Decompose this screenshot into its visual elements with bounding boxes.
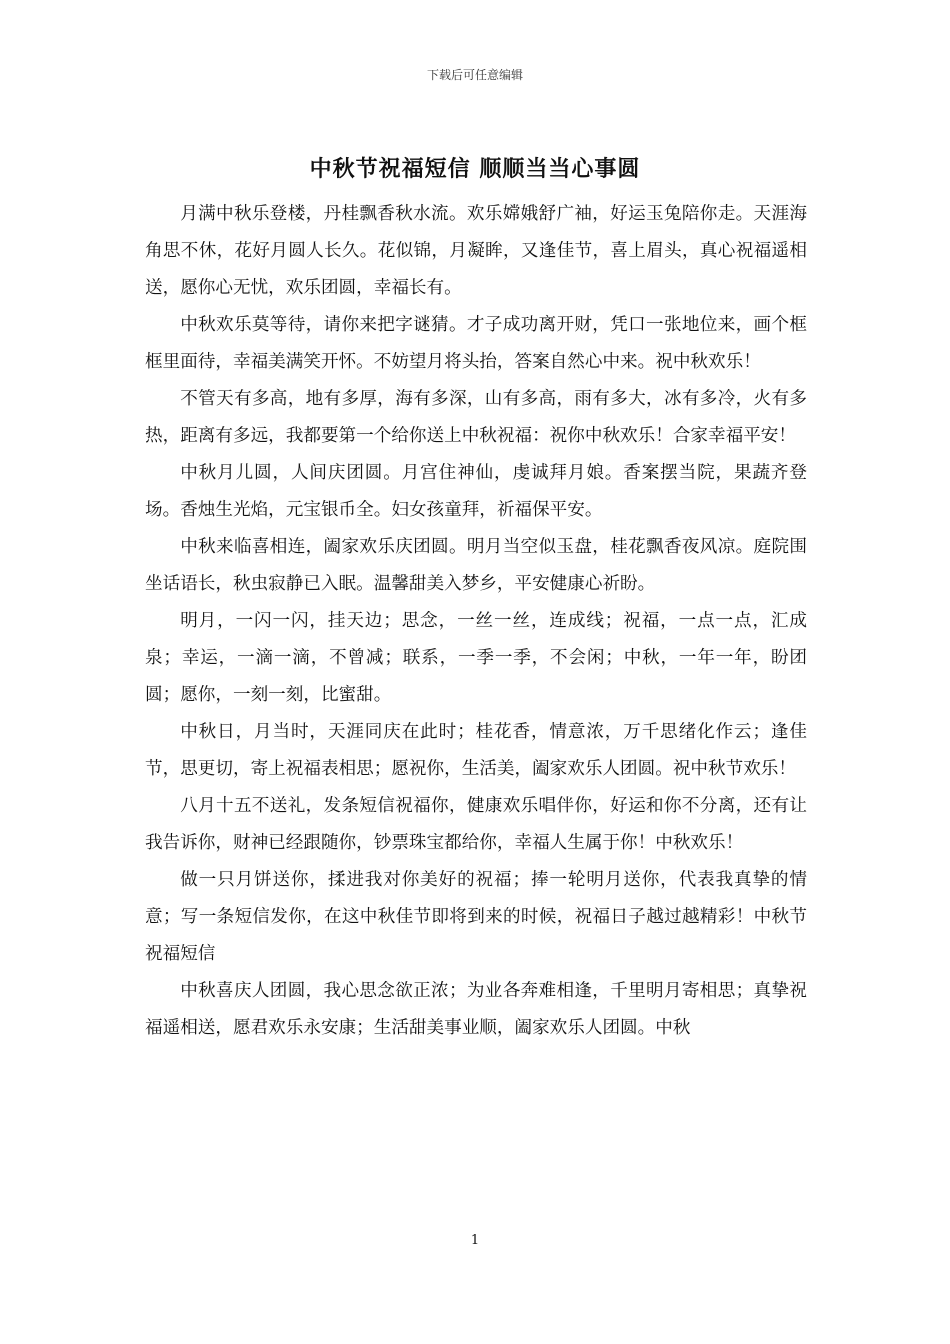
paragraph: 八月十五不送礼，发条短信祝福你，健康欢乐唱伴你，好运和你不分离，还有让我告诉你，财神已经跟随你，钞票珠宝都给你，幸福人生属于你！中秋欢乐！ (145, 796, 807, 853)
paragraph: 中秋日，月当时，天涯同庆在此时；桂花香，情意浓，万千思绪化作云；逢佳节，思更切，寄上祝福表相思；愿祝你，生活美，阖家欢乐人团圆。祝中秋节欢乐！ (145, 722, 807, 779)
paragraph: 中秋喜庆人团圆，我心思念欲正浓；为业各奔难相逢，千里明月寄相思；真挚祝福遥相送，愿君欢乐永安康；生活甜美事业顺，阖家欢乐人团圆。中秋 (145, 981, 807, 1038)
document-body (145, 196, 807, 1047)
paragraph: 不管天有多高，地有多厚，海有多深，山有多高，雨有多大，冰有多冷，火有多热，距离有多远，我都要第一个给你送上中秋祝福：祝你中秋欢乐！合家幸福平安！ (145, 389, 807, 446)
paragraph: 中秋欢乐莫等待，请你来把字谜猜。才子成功离开财，凭口一张地位来，画个框框里面待，幸福美满笑开怀。不妨望月将头抬，答案自然心中来。祝中秋欢乐！ (145, 315, 807, 372)
paragraph: 中秋月儿圆，人间庆团圆。月宫住神仙，虔诚拜月娘。香案摆当院，果蔬齐登场。香烛生光焰，元宝银币全。妇女孩童拜，祈福保平安。 (145, 463, 807, 520)
document-title: 中秋节祝福短信 顺顺当当心事圆 (309, 157, 641, 182)
page-header: 下载后可任意编辑 (426, 68, 523, 82)
paragraph: 月满中秋乐登楼，丹桂飘香秋水流。欢乐嫦娥舒广袖，好运玉兔陪你走。天涯海角思不休，花好月圆人长久。花似锦，月凝眸，又逢佳节，喜上眉头，真心祝福遥相送，愿你心无忧，欢乐团圆，幸福长有。 (145, 204, 807, 298)
paragraph: 明月，一闪一闪，挂天边；思念，一丝一丝，连成线；祝福，一点一点，汇成泉；幸运，一滴一滴，不曾减；联系，一季一季，不会闲；中秋，一年一年，盼团圆；愿你，一刻一刻，比蜜甜。 (145, 611, 807, 705)
page-number: 1 (470, 1233, 480, 1248)
paragraph: 做一只月饼送你，揉进我对你美好的祝福；捧一轮明月送你，代表我真挚的情意；写一条短信发你，在这中秋佳节即将到来的时候，祝福日子越过越精彩！中秋节祝福短信 (145, 870, 807, 964)
paragraph: 中秋来临喜相连，阖家欢乐庆团圆。明月当空似玉盘，桂花飘香夜风凉。庭院围坐话语长，秋虫寂静已入眠。温馨甜美入梦乡，平安健康心祈盼。 (145, 537, 807, 594)
